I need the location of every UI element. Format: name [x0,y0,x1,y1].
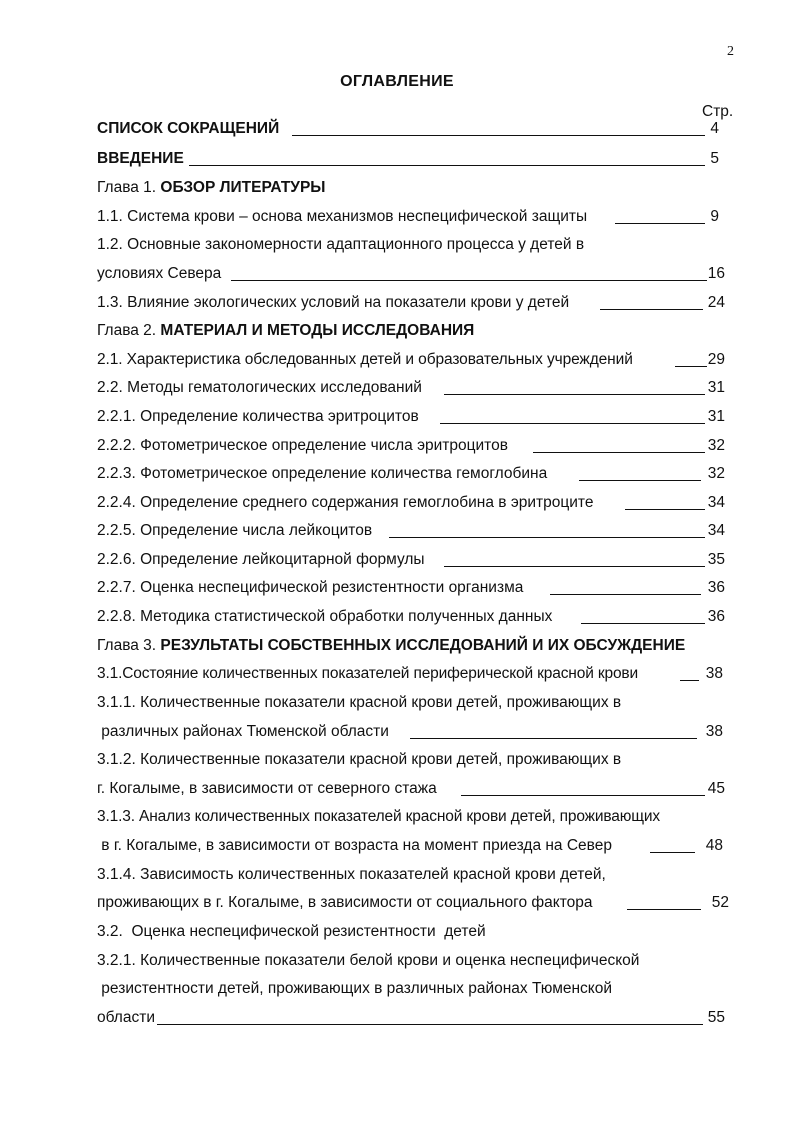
toc-entry[interactable] [97,692,725,714]
toc-page-number: 34 [707,494,725,511]
toc-entry[interactable] [97,463,725,485]
toc-entry[interactable] [97,864,725,886]
toc-page-number: 9 [710,208,719,225]
page-title: ОГЛАВЛЕНИЕ [340,73,454,90]
toc-entry[interactable] [97,435,725,457]
toc-entry-text: 2.1. Характеристика обследованных детей и образовательных учреждений [97,351,633,368]
toc-page-number: 34 [707,522,725,539]
toc-page-number: 48 [705,837,723,854]
toc-entry-text: 2.2.2. Фотометрическое определение числа эритроцитов [97,437,508,454]
toc-entry[interactable] [97,806,725,828]
leader-line [627,909,701,910]
toc-page-number: 16 [707,265,725,282]
toc-page-number: 24 [707,294,725,311]
toc-entry-text: 3.1.1. Количественные показатели красной крови детей, проживающих в [97,694,622,711]
toc-entry-text: ВВЕДЕНИЕ [97,150,184,167]
toc-entry-text: 2.2.1. Определение количества эритроцитов [97,408,419,425]
toc-page-number: 32 [707,465,725,482]
toc-entry-text: 2.2.8. Методика статистической обработки полученных данных [97,608,553,625]
leader-line [444,566,705,567]
toc-entry-text: 2.2.3. Фотометрическое определение количества гемоглобина [97,465,548,482]
toc-entry-text: 3.1.4. Зависимость количественных показателей красной крови детей, [97,866,606,883]
toc-entry[interactable] [97,577,725,599]
toc-entry-introduction[interactable] [97,148,725,170]
leader-line [650,852,695,853]
chapter-prefix: Глава 3. [97,637,161,654]
toc-page-number: 31 [707,379,725,396]
toc-page-number: 36 [707,579,725,596]
chapter-prefix: Глава 1. [97,179,161,196]
toc-entry[interactable] [97,721,725,743]
toc-entry[interactable] [97,349,725,371]
leader-line [625,509,705,510]
toc-entry[interactable] [97,549,725,571]
leader-line [600,309,703,310]
toc-entry[interactable] [97,263,725,285]
toc-page-number: 5 [710,150,719,167]
toc-entry[interactable] [97,1007,725,1029]
leader-line [461,795,705,796]
leader-line [581,623,705,624]
leader-line [189,165,705,166]
toc-entry-text: резистентности детей, проживающих в различных районах Тюменской [97,980,613,997]
toc-entry-text: 1.1. Система крови – основа механизмов неспецифической защиты [97,208,588,225]
toc-page-number: 45 [707,780,725,797]
toc-entry[interactable] [97,606,725,628]
leader-line [615,223,705,224]
leader-line [292,135,705,136]
leader-line [680,680,699,681]
toc-entry[interactable] [97,377,725,399]
toc-entry-abbreviations[interactable] [97,118,725,140]
toc-entry-text: условиях Севера [97,265,222,282]
toc-page-number: 31 [707,408,725,425]
leader-line [533,452,705,453]
leader-line [231,280,707,281]
toc-entry-text: 3.1.3. Анализ количественных показателей красной крови детей, проживающих [97,808,660,825]
toc-page-number: 29 [707,351,725,368]
toc-entry-text: различных районах Тюменской области [97,723,389,740]
toc-chapter-heading [97,177,325,199]
toc-entry[interactable] [97,950,725,972]
toc-entry-text: 3.2. Оценка неспецифической резистентности детей [97,923,486,940]
toc-entry[interactable] [97,892,729,914]
toc-entry[interactable] [97,835,725,857]
toc-page-number: 35 [707,551,725,568]
toc-entry-text: 3.1.2. Количественные показатели красной крови детей, проживающих в [97,751,622,768]
toc-entry-text: 2.2.6. Определение лейкоцитарной формулы [97,551,425,568]
toc-entry-text: 1.3. Влияние экологических условий на показатели крови у детей [97,294,570,311]
toc-entry-text: 3.1.Состояние количественных показателей периферической красной крови [97,665,639,682]
chapter-title: МАТЕРИАЛ И МЕТОДЫ ИССЛЕДОВАНИЯ [160,322,475,339]
toc-entry[interactable] [97,520,725,542]
toc-entry[interactable] [97,492,725,514]
page-column-label: Стр. [702,103,734,120]
leader-line [579,480,701,481]
toc-entry-text: 3.2.1. Количественные показатели белой крови и оценка неспецифической [97,952,640,969]
toc-chapter-heading [97,320,474,342]
toc-page-number: 32 [707,437,725,454]
toc-entry-text: 2.2.7. Оценка неспецифической резистентности организма [97,579,524,596]
toc-entry[interactable] [97,663,725,685]
toc-entry[interactable] [97,406,725,428]
toc-page-number: 38 [705,665,723,682]
toc-page-number: 55 [707,1009,725,1026]
toc-entry-text: области [97,1009,155,1026]
toc-entry[interactable] [97,234,725,256]
leader-line [444,394,705,395]
toc-entry-text: проживающих в г. Когалыме, в зависимости от социального фактора [97,894,593,911]
toc-page-number: 52 [711,894,729,911]
toc-section[interactable] [97,921,725,943]
toc-entry[interactable] [97,292,725,314]
chapter-prefix: Глава 2. [97,322,161,339]
toc-entry-text: СПИСОК СОКРАЩЕНИЙ [97,120,280,137]
leader-line [410,738,697,739]
toc-chapter-heading [97,635,685,657]
toc-entry-text: 2.2. Методы гематологических исследований [97,379,422,396]
toc-entry-text: 1.2. Основные закономерности адаптационного процесса у детей в [97,236,585,253]
toc-chapter-1[interactable] [97,177,725,199]
toc-entry[interactable] [97,978,725,1000]
toc-entry-text: 2.2.4. Определение среднего содержания гемоглобина в эритроците [97,494,594,511]
toc-entry[interactable] [97,778,725,800]
toc-chapter-3[interactable] [97,635,725,657]
leader-line [550,594,701,595]
toc-chapter-2[interactable] [97,320,725,342]
toc-entry[interactable] [97,749,725,771]
toc-page-number: 38 [705,723,723,740]
leader-line [157,1024,703,1025]
toc-entry-text: в г. Когалыме, в зависимости от возраста на момент приезда на Север [97,837,612,854]
leader-line [440,423,705,424]
toc-page-number: 4 [710,120,719,137]
toc-entry-text: 2.2.5. Определение числа лейкоцитов [97,522,373,539]
toc-page-number: 36 [707,608,725,625]
page-number: 2 [727,44,734,59]
leader-line [389,537,705,538]
chapter-title: ОБЗОР ЛИТЕРАТУРЫ [160,179,326,196]
leader-line [675,366,707,367]
chapter-title: РЕЗУЛЬТАТЫ СОБСТВЕННЫХ ИССЛЕДОВАНИЙ И ИХ ОБСУЖДЕНИЕ [160,637,686,654]
toc-entry[interactable] [97,206,725,228]
toc-entry-text: г. Когалыме, в зависимости от северного стажа [97,780,437,797]
